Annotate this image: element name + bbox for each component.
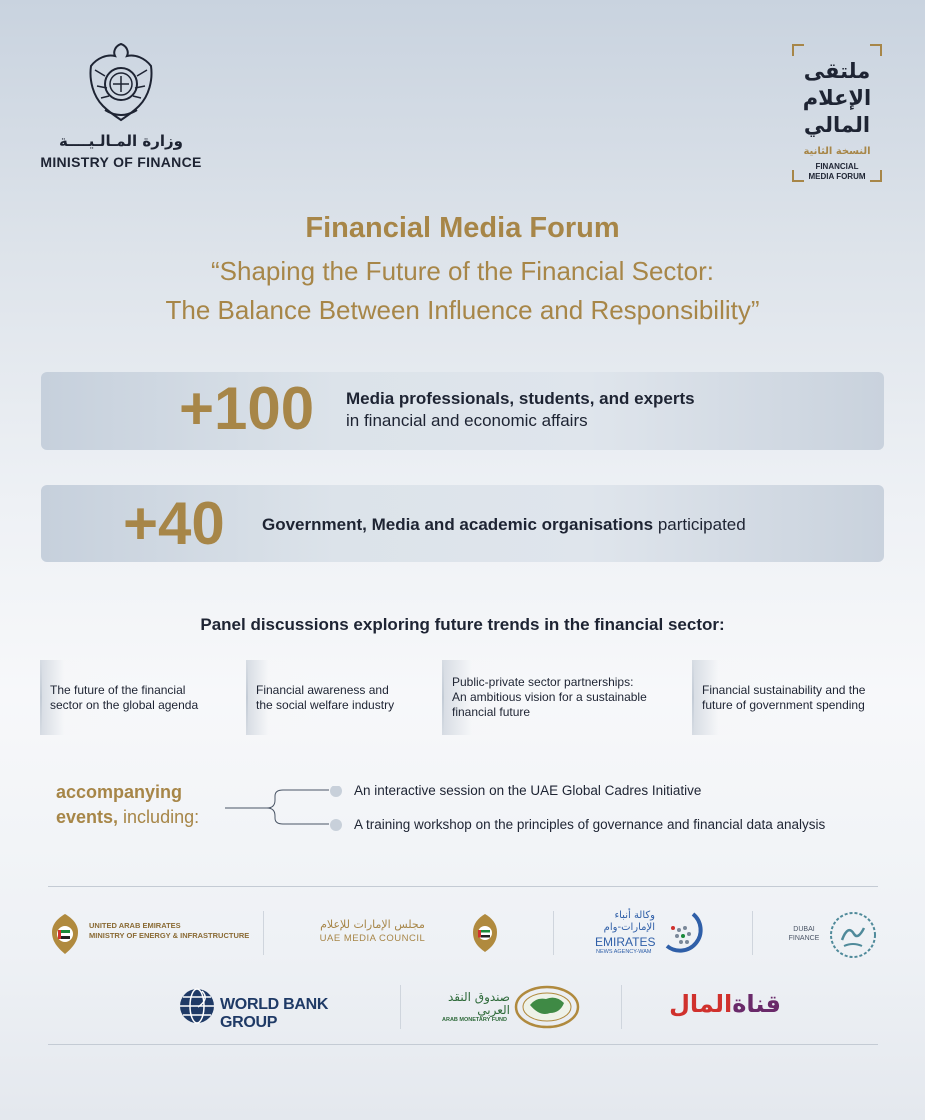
event-item: A training workshop on the principles of governance and financial data analysis — [354, 817, 826, 832]
dubai-finance-emblem-icon — [828, 910, 878, 960]
almal-part: قناة — [732, 990, 781, 1018]
forum-arabic-line: المالي — [803, 113, 871, 137]
stat-card-organisations — [41, 485, 884, 562]
subtitle-line: The Balance Between Influence and Responsibility” — [165, 295, 760, 325]
panel-text — [40, 683, 198, 713]
dubai-line: FINANCE — [788, 935, 820, 942]
ministry-name-english: MINISTRY OF FINANCE — [40, 154, 202, 170]
divider — [553, 911, 554, 955]
frame-corner — [792, 44, 804, 56]
globe-dots-icon — [659, 910, 707, 958]
dubai-line: DUBAI — [793, 926, 815, 933]
amf-arabic-line: العربي — [477, 1003, 510, 1017]
amf-english: ARAB MONETARY FUND — [442, 1017, 507, 1023]
wam-arabic — [587, 910, 655, 934]
moei-logo — [48, 912, 263, 956]
uaemc-arabic: مجلس الإمارات للإعلام — [320, 918, 425, 931]
stat-card-participants — [41, 372, 884, 450]
panel-divider — [692, 660, 694, 735]
panel-line: future of government spending — [702, 697, 865, 712]
divider — [621, 985, 622, 1029]
dubai-finance-text — [784, 925, 824, 943]
panel-topic — [40, 660, 240, 735]
divider — [48, 886, 878, 887]
world-bank-group-logo — [178, 985, 378, 1031]
panel-text — [442, 675, 647, 720]
accompanying-events-label — [56, 780, 199, 830]
panel-divider — [40, 660, 42, 735]
stat-description-bold: Media professionals, students, and experts — [346, 389, 695, 408]
forum-english-line: FINANCIAL — [815, 162, 859, 171]
bracket-connector-icon — [225, 786, 350, 836]
panel-topic — [442, 660, 687, 735]
almal-channel-logo — [660, 990, 790, 1030]
wam-english: EMIRATES — [595, 935, 656, 949]
financial-media-forum-logo — [788, 42, 886, 184]
page-subtitle — [0, 252, 925, 330]
stat-number: +40 — [123, 490, 225, 557]
moei-line: MINISTRY OF ENERGY & INFRASTRUCTURE — [89, 931, 250, 940]
panel-line: Public-private sector partnerships: — [452, 675, 634, 689]
ministry-name-arabic: وزارة المـالـيــــة — [59, 132, 183, 150]
page-title: Financial Media Forum — [305, 212, 620, 244]
uae-emblem-icon — [469, 912, 501, 956]
panel-text — [692, 683, 865, 713]
wam-logo — [587, 910, 707, 960]
panel-divider — [442, 660, 444, 735]
globe-icon — [178, 987, 216, 1025]
divider — [752, 911, 753, 955]
panel-line: Financial sustainability and the — [702, 682, 866, 697]
stat-description-bold: Government, Media and academic organisations — [262, 515, 654, 534]
forum-edition-arabic: النسخة الثانية — [803, 146, 871, 157]
panel-line: Financial awareness and — [256, 682, 389, 697]
label-bold: accompanying — [56, 782, 183, 802]
panel-heading: Panel discussions exploring future trends in the financial sector: — [200, 615, 725, 634]
forum-arabic-line: ملتقى — [803, 59, 871, 83]
forum-english-name — [788, 162, 886, 182]
panel-line: An ambitious vision for a sustainable — [452, 690, 647, 704]
wam-arabic-line: وكالة أنباء — [614, 910, 655, 921]
world-bank-group-name: WORLD BANK GROUP — [220, 996, 329, 1031]
panel-divider — [246, 660, 248, 735]
panel-text — [246, 683, 394, 713]
frame-corner — [870, 44, 882, 56]
forum-arabic-title — [788, 58, 886, 139]
stat-description — [262, 515, 746, 535]
uae-emblem-icon — [48, 912, 82, 956]
forum-arabic-line: الإعلام — [802, 86, 872, 110]
wam-english-sub: NEWS AGENCY-WAM — [596, 949, 652, 955]
uae-emblem-icon — [85, 40, 157, 126]
uae-media-council-logo — [305, 918, 440, 952]
divider — [263, 911, 264, 955]
panel-topic — [692, 660, 912, 735]
almal-part: المال — [669, 990, 733, 1018]
uaemc-english: UAE MEDIA COUNCIL — [319, 933, 426, 944]
panel-line: The future of the financial — [50, 682, 186, 697]
label-rest: including: — [118, 807, 200, 827]
stat-number: +100 — [179, 375, 315, 442]
panel-line: financial future — [452, 705, 531, 719]
amf-arabic-line: صندوق النقد — [447, 990, 510, 1004]
divider — [48, 1044, 878, 1045]
moei-text — [89, 921, 249, 941]
event-item: An interactive session on the UAE Global Cadres Initiative — [354, 783, 702, 798]
panel-line: sector on the global agenda — [50, 697, 199, 712]
stat-description-rest: participated — [653, 515, 746, 534]
amf-arabic — [440, 991, 510, 1017]
divider — [400, 985, 401, 1029]
ministry-of-finance-logo — [36, 40, 206, 190]
panel-topic — [246, 660, 432, 735]
arab-map-emblem-icon — [514, 983, 580, 1029]
arab-monetary-fund-logo — [440, 983, 585, 1031]
moei-line: UNITED ARAB EMIRATES — [89, 921, 181, 930]
wam-arabic-line: الإمارات-وام — [603, 922, 655, 933]
forum-english-line: MEDIA FORUM — [808, 172, 866, 181]
panel-line: the social welfare industry — [256, 697, 395, 712]
subtitle-line: “Shaping the Future of the Financial Sector: — [211, 256, 714, 286]
stat-description: in financial and economic affairs — [346, 411, 588, 430]
dubai-finance-logo — [784, 910, 884, 960]
label-bold: events, — [56, 807, 119, 827]
